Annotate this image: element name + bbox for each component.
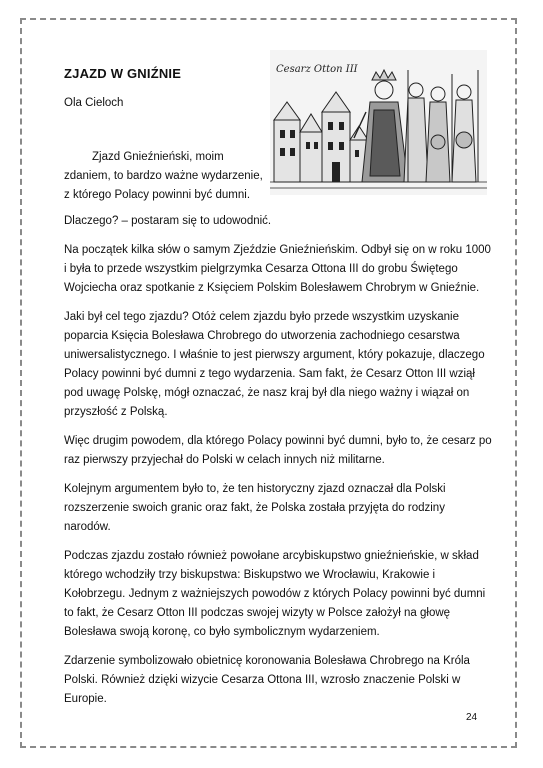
intro-line: Zjazd Gnieźnieński, moim <box>92 151 224 163</box>
intro-text <box>64 148 274 205</box>
paragraph: Na początek kilka słów o samym Zjeździe Gnieźnieńskim. Odbył się on w roku 1000 i była to przede wszystkim pielgrzymka Cesarza Ottona III do grobu Świętego Wojciecha oraz spotkanie z Księciem Polskim Bolesławem Chrobrym w Gnieźnie. <box>64 244 491 294</box>
historical-illustration <box>270 50 487 195</box>
intro-line: zdaniem, to bardzo ważne wydarzenie, <box>64 170 263 182</box>
document-title: ZJAZD W GNIŹNIE <box>64 66 182 81</box>
body-text <box>64 212 492 719</box>
paragraph: Podczas zjazdu zostało również powołane arcybiskupstwo gnieźnieńskie, w skład którego wchodziły trzy biskupstwa: Biskupstwo we Wrocławiu, Krakowie i Kołobrzegu. Jednym z ważniejszych powodów z których Polacy powinni być dumni to fakt, że Cesarz Otton III podczas swojej wizyty w Polsce założył na głowę Bolesława swoją koronę, co było symbolicznym wydarzeniem. <box>64 550 486 638</box>
paragraph: Więc drugim powodem, dla którego Polacy powinni być dumni, było to, że cesarz po raz pierwszy przyjechał do Polski w celach innych niż militarne. <box>64 435 492 466</box>
paragraph: Zdarzenie symbolizowało obietnicę koronowania Bolesława Chrobrego na Króla Polski. Również dzięki wizycie Cesarza Ottona III, wzrosło znaczenie Polski w Europie. <box>64 655 470 705</box>
illustration-caption: Cesarz Otton III <box>276 64 358 75</box>
page-number: 24 <box>466 712 478 723</box>
paragraph: Dlaczego? – postaram się to udowodnić. <box>64 215 272 227</box>
intro-line: z którego Polacy powinni być dumni. <box>64 189 251 201</box>
author-name: Ola Cieloch <box>64 97 124 109</box>
medieval-engraving-image <box>270 50 487 195</box>
paragraph: Kolejnym argumentem było to, że ten historyczny zjazd oznaczał dla Polski rozszerzenie swoich granic oraz fakt, że Polska została przyjęta do rodziny narodów. <box>64 483 446 533</box>
paragraph: Jaki był cel tego zjazdu? Otóż celem zjazdu było przede wszystkim uzyskanie poparcia Księcia Bolesława Chrobrego do utworzenia zachodniego cesarstwa uniwersalistycznego. I właśnie to jest pierwszy argument, który pokazuje, dlaczego Polacy powinni być dumni z tego wydarzenia. Sam fakt, że Cesarz Otton III wziął pod uwagę Polskę, mógł oznaczać, że nasz kraj był dla niego ważny i wiązał on przyszłość z Polską. <box>64 311 485 418</box>
